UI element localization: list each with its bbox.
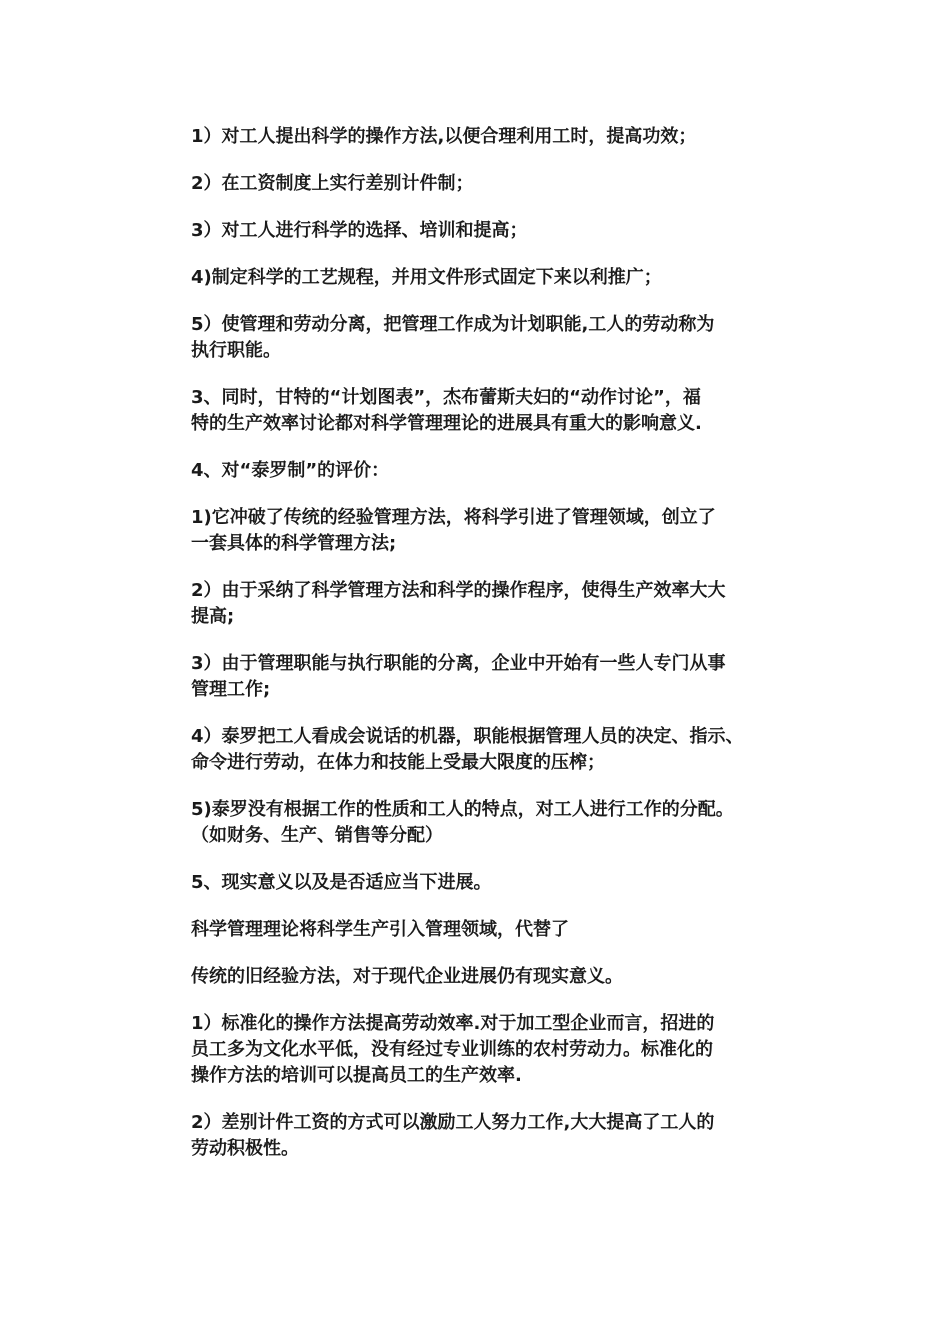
paragraph-significance-2: 2）差别计件工资的方式可以激励工人努力工作,大大提高了工人的 劳动积极性。 xyxy=(191,1112,715,1159)
paragraph-evaluation-1: 1)它冲破了传统的经验管理方法，将科学引进了管理领域，创立了 一套具体的科学管理方法; xyxy=(191,507,716,554)
paragraph-evaluation-5: 5)泰罗没有根据工作的性质和工人的特点，对工人进行工作的分配。 （如财务、生产、销售等分配） xyxy=(191,799,734,846)
paragraph-section-5-heading: 5、现实意义以及是否适应当下进展。 xyxy=(191,872,492,893)
paragraph-taylor-method-2: 2）在工资制度上实行差别计件制； xyxy=(191,173,474,194)
paragraph-section-4-heading: 4、对“泰罗制”的评价： xyxy=(191,460,390,481)
paragraph-taylor-method-4: 4)制定科学的工艺规程，并用文件形式固定下来以利推广； xyxy=(191,267,662,288)
paragraph-taylor-method-1: 1）对工人提出科学的操作方法,以便合理利用工时，提高功效； xyxy=(191,126,697,147)
paragraph-significance-1: 1）标准化的操作方法提高劳动效率.对于加工型企业而言，招进的 员工多为文化水平低，没有经过专业训练的农村劳动力。标准化的 操作方法的培训可以提高员工的生产效率. xyxy=(191,1013,715,1086)
document-body xyxy=(191,124,771,1183)
paragraph-evaluation-2: 2）由于采纳了科学管理方法和科学的操作程序，使得生产效率大大 提高; xyxy=(191,580,726,627)
paragraph-taylor-method-3: 3）对工人进行科学的选择、培训和提高； xyxy=(191,220,528,241)
paragraph-evaluation-4: 4）泰罗把工人看成会说话的机器，职能根据管理人员的决定、指示、 命令进行劳动，在体力和技能上受最大限度的压榨； xyxy=(191,726,744,773)
paragraph-taylor-method-5: 5）使管理和劳动分离，把管理工作成为计划职能,工人的劳动称为 执行职能。 xyxy=(191,314,715,361)
paragraph-section-3: 3、同时，甘特的“计划图表”，杰布蕾斯夫妇的“动作讨论”，福 特的生产效率讨论都对科学管理理论的进展具有重大的影响意义. xyxy=(191,387,702,434)
paragraph-significance-continued: 传统的旧经验方法，对于现代企业进展仍有现实意义。 xyxy=(191,966,623,987)
paragraph-evaluation-3: 3）由于管理职能与执行职能的分离，企业中开始有一些人专门从事 管理工作; xyxy=(191,653,726,700)
paragraph-significance-intro: 科学管理理论将科学生产引入管理领域，代替了 xyxy=(191,919,569,940)
